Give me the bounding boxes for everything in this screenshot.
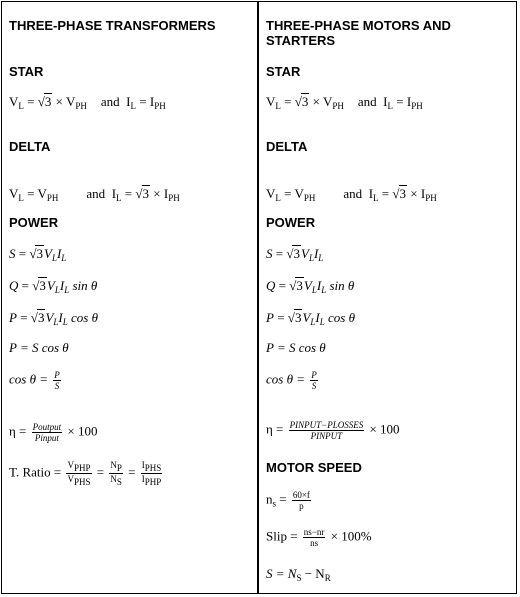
slip-formula: Slip = $\frac{ns-nr}{ns}$ × 100% [266, 527, 372, 548]
motor-speed-heading: MOTOR SPEED [266, 460, 362, 475]
synchronous-speed-formula: $n_s$ = $\frac{60\times f}{p}$ [266, 490, 310, 511]
real-power-formula: $P = √3V_LI_L$ cos θ [9, 310, 98, 327]
apparent-power-formula: $S = √3V_LI_L$ [266, 246, 324, 263]
power-heading: POWER [266, 215, 316, 230]
transformers-column [2, 2, 259, 593]
power-factor-formula: cos θ = $\frac{P}{S}$ [9, 370, 60, 391]
transformers-title: THREE-PHASE TRANSFORMERS [9, 18, 216, 33]
delta-formula: $V_L = V_{PH}$ and $I_L = √3 \times I_{PH}$ [266, 186, 437, 203]
power-heading: POWER [9, 215, 59, 230]
motors-column [259, 2, 516, 593]
formula-sheet [1, 1, 517, 594]
star-formula: $V_L = √3 \times V_{PH}$ and $I_L = I_{PH}$ [266, 94, 423, 111]
efficiency-formula: η = $\frac{\text{Poutput}}{\text{Pinput}}$ × 100 [9, 422, 98, 443]
power-apparent-formula: P = S cos θ [9, 340, 69, 355]
motors-title-line1: THREE-PHASE MOTORS AND [266, 18, 451, 33]
efficiency-formula: η = $\frac{\text{PINPUT−PLOSSES}}{\text{PINPUT}}$ × 100 [266, 420, 400, 441]
star-formula: $V_L = √3 \times V_{PH}$ and $I_L = I_{PH}$ [9, 94, 166, 111]
star-heading: STAR [9, 64, 44, 79]
delta-heading: DELTA [9, 139, 51, 154]
star-heading: STAR [266, 64, 301, 79]
turns-ratio-formula: T. Ratio = $\frac{V_{PHP}}{V_{PHS}}$ = $\frac{N_P}{N_S}$ = $\frac{I_{PHS}}{I_{PHP}}$ [9, 460, 162, 487]
power-apparent-formula: P = S cos θ [266, 340, 326, 355]
reactive-power-formula: $Q = √3V_LI_L$ sin θ [9, 278, 98, 295]
power-factor-formula: cos θ = $\frac{P}{S}$ [266, 370, 317, 391]
real-power-formula: $P = √3V_LI_L$ cos θ [266, 310, 355, 327]
apparent-power-formula: $S = √3V_LI_L$ [9, 246, 67, 263]
reactive-power-formula: $Q = √3V_LI_L$ sin θ [266, 278, 355, 295]
slip-speed-formula: $S = N_S - N_R$ [266, 566, 331, 583]
delta-formula: $V_L = V_{PH}$ and $I_L = √3 \times I_{PH}$ [9, 186, 180, 203]
delta-heading: DELTA [266, 139, 308, 154]
motors-title-line2: STARTERS [266, 33, 336, 48]
